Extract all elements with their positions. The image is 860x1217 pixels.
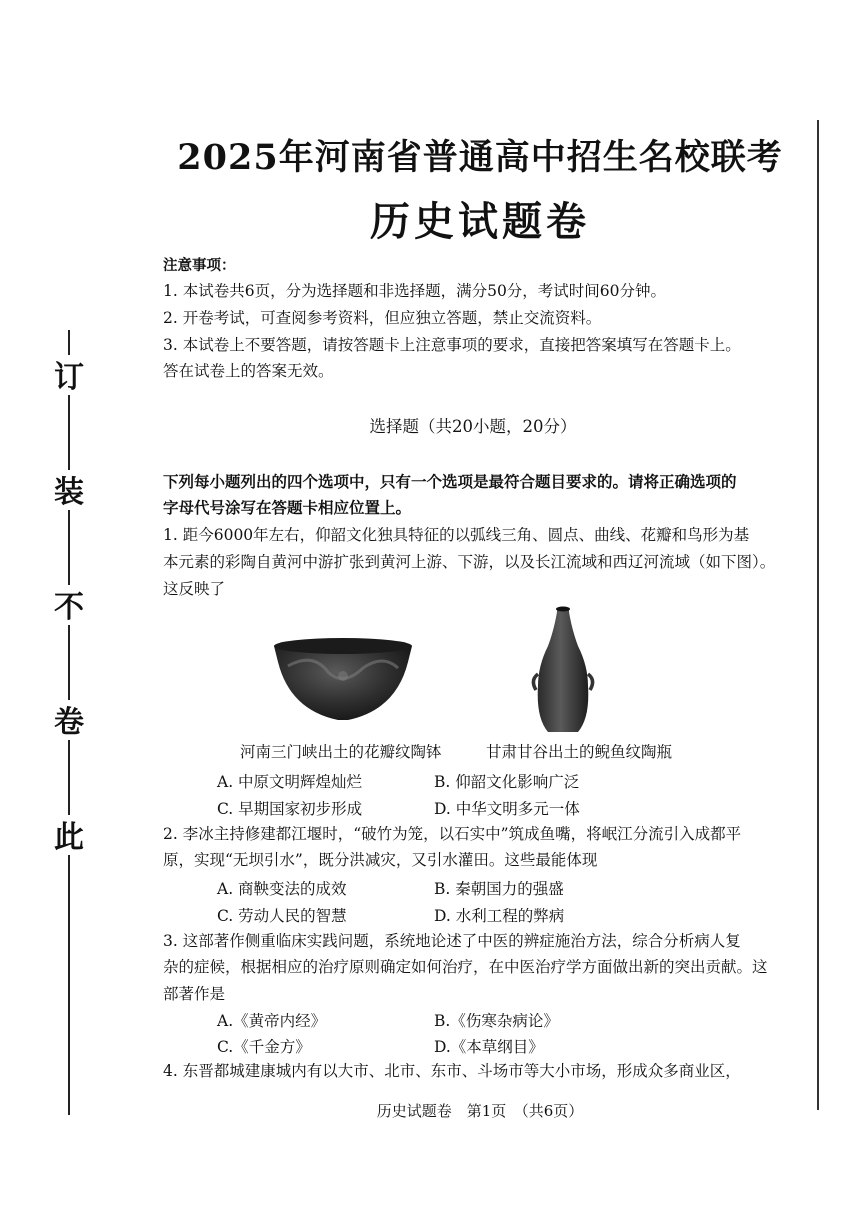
option-d: D. 水利工程的弊病 xyxy=(434,907,565,925)
binding-char: 不 xyxy=(54,590,84,625)
question-2-line: 2. 李冰主持修建都江堰时，“破竹为笼，以石实中”筑成鱼嘴，将岷江分流引入成都平 xyxy=(163,825,742,843)
option-a: A. 商鞅变法的成效 xyxy=(217,880,347,898)
pottery-bowl-image xyxy=(268,632,418,724)
binding-line xyxy=(68,330,70,355)
binding-char: 此 xyxy=(54,820,84,855)
question-3-line: 杂的症候，根据相应的治疗原则确定如何治疗，在中医治疗学方面做出新的突出贡献。这 xyxy=(163,958,768,976)
exam-subtitle: 历史试题卷 xyxy=(370,198,590,245)
question-3-line: 部著作是 xyxy=(163,985,226,1003)
exam-title: 2025年河南省普通高中招生名校联考 xyxy=(177,137,783,178)
option-d: D. 中华文明多元一体 xyxy=(434,800,580,818)
binding-char: 装 xyxy=(54,475,84,510)
notice-item: 2. 开卷考试，可查阅参考资料，但应独立答题，禁止交流资料。 xyxy=(163,309,602,327)
binding-line xyxy=(68,625,70,700)
notice-heading: 注意事项： xyxy=(163,257,236,274)
option-d: D.《本草纲目》 xyxy=(434,1038,544,1056)
question-1-line: 1. 距今6000年左右，仰韶文化独具特征的以弧线三角、圆点、曲线、花瓣和鸟形为基 xyxy=(163,526,750,544)
option-b: B.《伤寒杂病论》 xyxy=(434,1012,559,1030)
right-border-line xyxy=(817,120,819,1110)
pottery-bottle-image xyxy=(528,606,598,736)
binding-line xyxy=(68,740,70,815)
binding-line xyxy=(68,510,70,585)
binding-char: 卷 xyxy=(54,705,84,740)
notice-item: 1. 本试卷共6页，分为选择题和非选择题，满分50分，考试时间60分钟。 xyxy=(163,282,667,300)
notice-item: 3. 本试卷上不要答题，请按答题卡上注意事项的要求，直接把答案填写在答题卡上。 xyxy=(163,336,741,354)
binding-line xyxy=(68,855,70,1115)
option-c: C. 早期国家初步形成 xyxy=(217,800,363,818)
section-instruction: 字母代号涂写在答题卡相应位置上。 xyxy=(163,498,412,517)
option-c: C. 劳动人民的智慧 xyxy=(217,907,347,925)
binding-line xyxy=(68,395,70,470)
question-1-line: 这反映了 xyxy=(163,580,226,598)
question-4-line: 4. 东晋都城建康城内有以大市、北市、东市、斗场市等大小市场，形成众多商业区， xyxy=(163,1062,741,1080)
figure-caption: 河南三门峡出土的花瓣纹陶钵 xyxy=(240,743,442,761)
question-2-line: 原，实现“无坝引水”，既分洪减灾，又引水灌田。这些最能体现 xyxy=(163,851,598,869)
option-a: A. 中原文明辉煌灿烂 xyxy=(217,773,363,791)
option-b: B. 仰韶文化影响广泛 xyxy=(434,773,580,791)
section-instruction: 下列每小题列出的四个选项中，只有一个选项是最符合题目要求的。请将正确选项的 xyxy=(163,472,737,491)
option-b: B. 秦朝国力的强盛 xyxy=(434,880,564,898)
page-footer: 历史试题卷 第1页 （共6页） xyxy=(376,1102,584,1120)
question-3-line: 3. 这部著作侧重临床实践问题，系统地论述了中医的辨症施治方法，综合分析病人复 xyxy=(163,932,741,950)
option-a: A.《黄帝内经》 xyxy=(217,1012,327,1030)
figure-caption: 甘肃甘谷出土的鲵鱼纹陶瓶 xyxy=(486,743,673,761)
section-title: 选择题（共20小题，20分） xyxy=(369,417,577,436)
question-1-line: 本元素的彩陶自黄河中游扩张到黄河上游、下游，以及长江流域和西辽河流域（如下图）。 xyxy=(163,553,776,571)
option-c: C.《千金方》 xyxy=(217,1038,311,1056)
notice-item: 答在试卷上的答案无效。 xyxy=(163,362,334,380)
binding-char: 订 xyxy=(54,360,84,395)
binding-margin xyxy=(0,0,130,1217)
